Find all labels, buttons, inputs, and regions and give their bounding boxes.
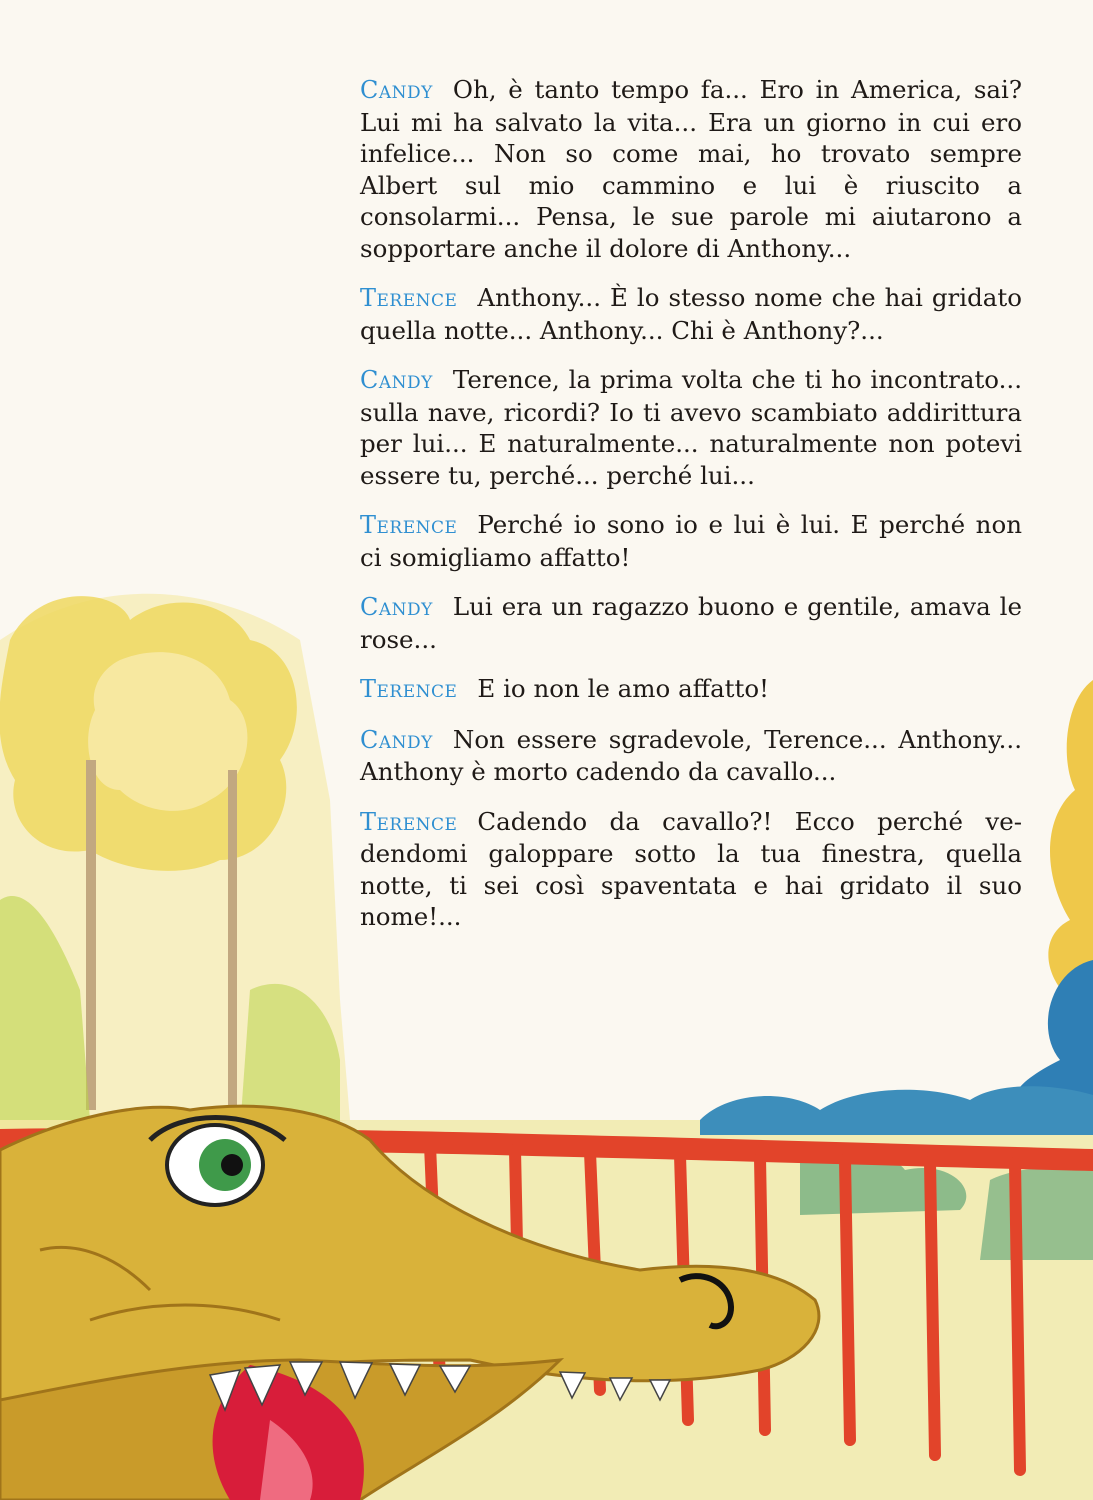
speaker-name: Terence (360, 284, 458, 312)
dialogue-text-line: Non essere sgradevole, Terence... Anthony... Anthony è morto cadendo da cavallo... (360, 724, 1022, 786)
tree-trunk (228, 770, 237, 1110)
dialogue-line (360, 364, 1022, 491)
dialogue-line (360, 282, 1022, 346)
dialogue-line (360, 509, 1022, 573)
dialogue-line (360, 74, 1022, 264)
dialogue-text-line: E io non le amo affatto! (477, 674, 769, 703)
dialogue-text-line: Lui era un ragazzo buono e gentile, amava le rose... (360, 592, 1022, 654)
dialogue-line (360, 673, 1022, 706)
dialogue-text (360, 74, 1022, 951)
speaker-name: Candy (360, 366, 433, 394)
dialogue-text-line: Anthony... È lo stesso nome che hai gridato quella notte... Anthony... Chi è Anthony?... (360, 283, 1022, 345)
speaker-name: Terence (360, 675, 458, 703)
speaker-name: Terence (360, 807, 458, 836)
dialogue-text-line: Oh, è tanto tempo fa... Ero in America, sai? Lui mi ha salvato la vita... Era un giorno in cui ero infelice... Non so come mai, ho trovato sempre Albert sul mio cammino e lui è riuscito a consolarmi... Pensa, le sue parole mi aiutarono a sopportare anche il dolore di Anthony... (360, 75, 1022, 263)
speaker-name: Candy (360, 76, 433, 104)
dialogue-text-line: Terence, la prima volta che ti ho incontrato... sulla nave, ricordi? Io ti avevo scambiato addirittura per lui... E naturalmente... naturalmente non potevi essere tu, perché... perché lui... (360, 365, 1022, 490)
dialogue-text-line: Perché io sono io e lui è lui. E perché non ci somigliamo affatto! (360, 510, 1022, 572)
speaker-name: Candy (360, 725, 433, 754)
tree-trunk (86, 760, 96, 1110)
speaker-name: Candy (360, 593, 433, 621)
dialogue-line (360, 724, 1022, 788)
dialogue-text-line: Cadendo da cavallo?! Ecco perché vedendomi galoppare sotto la tua finestra, quella notte, ti sei così spaventata e hai gridato il suo nome!... (360, 806, 1022, 931)
dialogue-line (360, 591, 1022, 655)
dialogue-line (360, 806, 1022, 933)
speaker-name: Terence (360, 511, 458, 539)
